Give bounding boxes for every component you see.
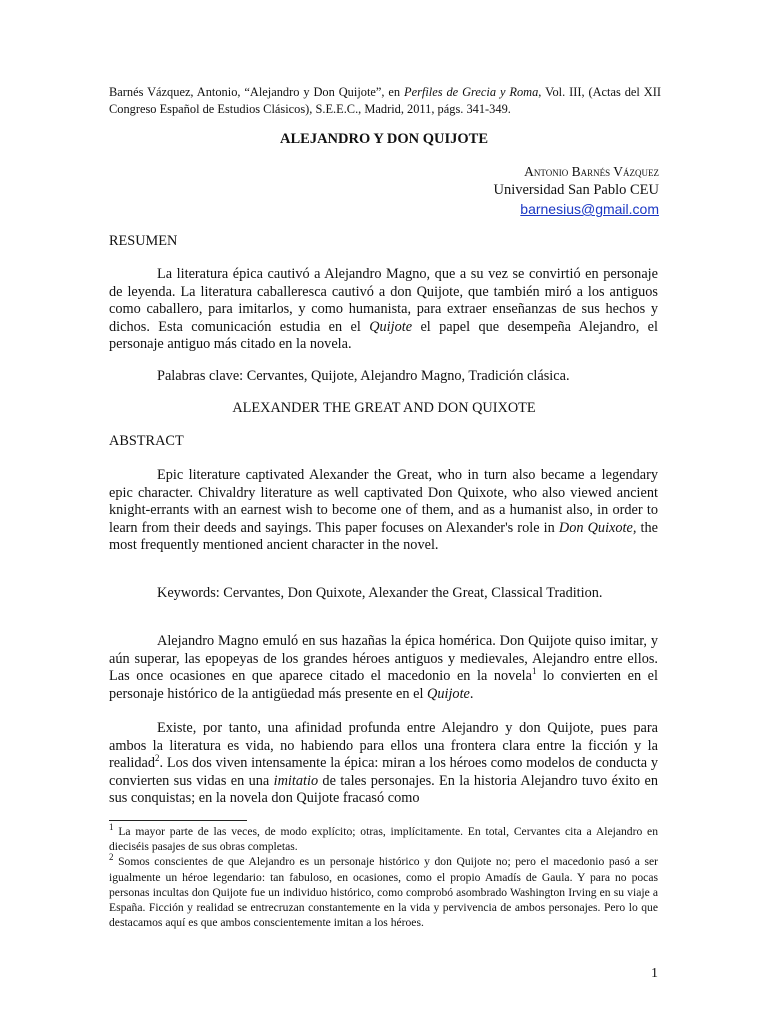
english-title: ALEXANDER THE GREAT AND DON QUIXOTE <box>232 400 536 416</box>
citation <box>109 84 661 118</box>
abstract-heading: ABSTRACT <box>109 433 184 449</box>
footnote-ref-1[interactable]: 1 <box>532 666 537 677</box>
abstract-body: Epic literature captivated Alexander the Great, who in turn also became a legendary epic character. Chivaldry literature as well captivated Don Quixote, who also viewed ancient knight-errants with an earnest wish to become one of them, and as a humanist also, in order to learn from their deeds and sayings. This paper focuses on Alexander's role in Don Quixote, the most frequently mentioned ancient character in the novel. <box>109 467 659 554</box>
citation-post: , Vol. III, (Actas del XII Congreso Español de Estudios Clásicos), S.E.E.C., Madrid, 2011, págs. 341-349. <box>109 85 661 116</box>
abstract-keywords: Keywords: Cervantes, Don Quixote, Alexander the Great, Classical Tradition. <box>157 585 603 601</box>
citation-journal: Perfiles de Grecia y Roma <box>404 85 539 99</box>
resumen-body: La literatura épica cautivó a Alejandro Magno, que a su vez se convirtió en personaje de leyenda. La literatura caballeresca cautivó a don Quijote, que también miró a los antiguos como caballero, para imitarlos, y como humanista, para extraer enseñanzas de sus hechos y dichos. Esta comunicación estudia en el Quijote el papel que desempeña Alejandro, el personaje antiguo más citado en la novela. <box>109 266 658 353</box>
resumen-keywords: Palabras clave: Cervantes, Quijote, Alejandro Magno, Tradición clásica. <box>157 368 570 384</box>
footnote-2: $^2$ Somos conscientes de que Alejandro es un personaje histórico y don Quijote no; pero el macedonio pasó a ser igualmente un héroe legendario: tan fabuloso, en ocasiones, como el propio Amadís de Gaula. Y para no pocas personas incultas don Quijote fue un individuo histórico, como comprobó asombrado Washington Irving en su viaje a España. Ficción y realidad se entrecruzan constantemente en la vida y pervivencia de ambos personajes. Pero lo que destacamos aquí es que ambos conscientemente imitan a los héroes. <box>109 852 658 930</box>
body-paragraph-1: Alejandro Magno emuló en sus hazañas la épica homérica. Don Quijote quiso imitar, y aún superar, las epopeyas de los grandes héroes antiguos y medievales, Alejandro entre ellos. Las once ocasiones en que aparece citado el macedonio en la novela$^1$ lo convierten en el personaje histórico de la antigüedad más presente en el Quijote. <box>109 633 658 702</box>
paper-title: ALEJANDRO Y DON QUIJOTE <box>280 131 488 147</box>
body-paragraph-2: Existe, por tanto, una afinidad profunda entre Alejandro y don Quijote, pues para ambos la literatura es vida, no habiendo para ellos una frontera clara entre la ficción y la realidad$^2$. Los dos viven intensamente la épica: miran a los héroes como modelos de conducta y convierten sus vidas en una imitatio de tales personajes. En la historia Alejandro tuvo éxito en sus conquistas; en la novela don Quijote fracasó como <box>109 720 658 807</box>
footnote-ref-2[interactable]: 2 <box>155 753 160 764</box>
author-name: Antonio Barnés Vázquez <box>524 164 659 179</box>
footnotes <box>109 824 658 930</box>
citation-pre: Barnés Vázquez, Antonio, “Alejandro y Don Quijote”, en <box>109 85 405 99</box>
author-block <box>259 162 659 220</box>
footnote-1: $^1$ La mayor parte de las veces, de modo explícito; otras, implícitamente. En total, Cervantes cita a Alejandro en dieciséis pasajes de sus obras completas. <box>109 822 658 854</box>
page-number: 1 <box>651 966 658 981</box>
resumen-heading: RESUMEN <box>109 233 178 249</box>
author-affiliation: Universidad San Pablo CEU <box>493 182 659 198</box>
footnote-separator <box>109 820 247 821</box>
author-email-link[interactable]: barnesius@gmail.com <box>520 201 659 217</box>
